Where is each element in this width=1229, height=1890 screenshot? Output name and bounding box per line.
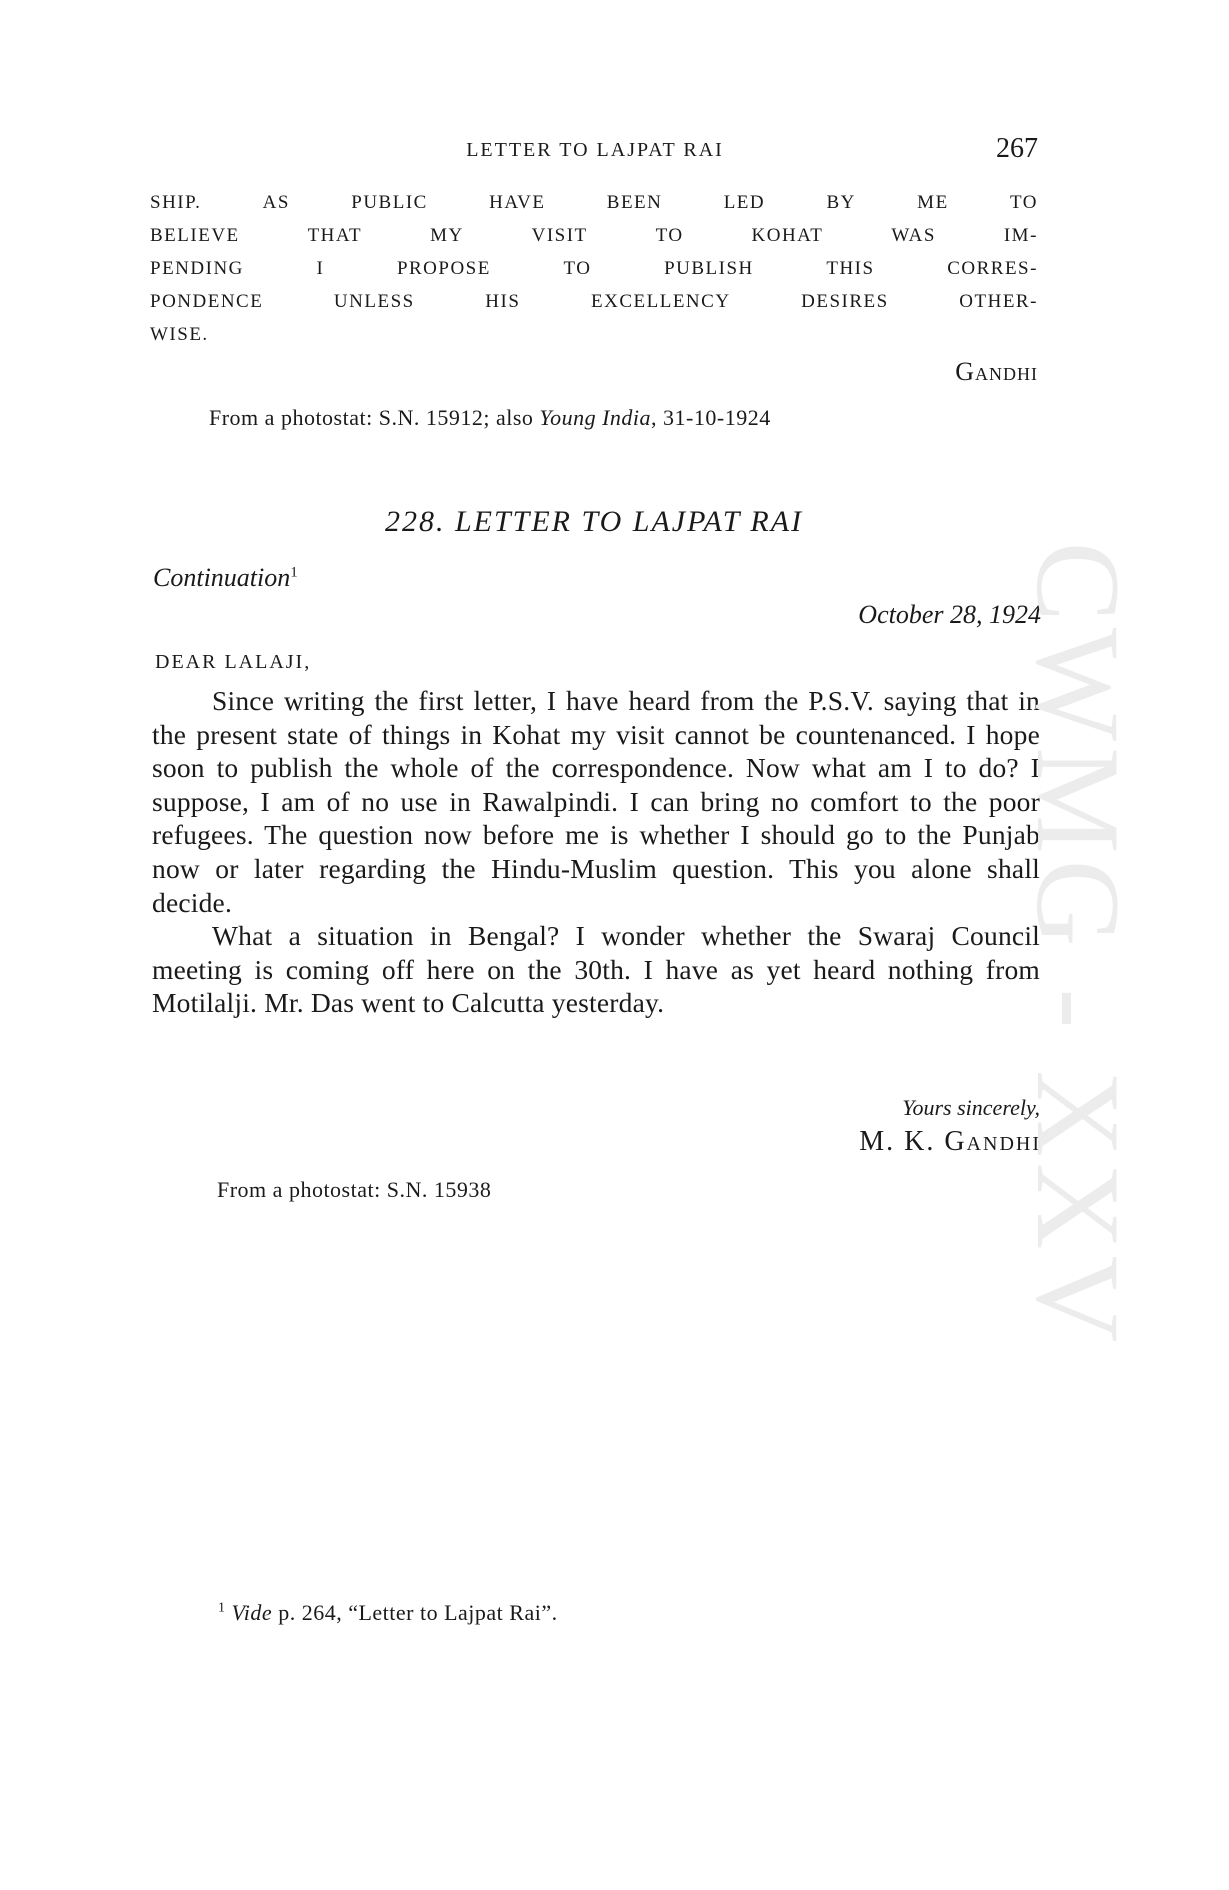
telegram-word: KOHAT <box>751 225 824 246</box>
letter-signature: M. K. Gandhi <box>859 1126 1041 1157</box>
continuation-text: Continuation <box>153 563 291 592</box>
source-citation-1 <box>209 405 771 431</box>
telegram-word: BY <box>826 192 856 213</box>
telegram-word: TO <box>655 225 684 246</box>
telegram-word: DESIRES <box>801 291 889 312</box>
telegram-word: BEEN <box>606 192 663 213</box>
footnote-text: p. 264, “Letter to Lajpat Rai”. <box>278 1600 558 1625</box>
telegram-word: EXCELLENCY <box>591 291 731 312</box>
watermark-text: CWMG - XXV <box>1012 541 1145 1349</box>
letter-heading: 228. LETTER TO LAJPAT RAI <box>384 505 804 538</box>
telegram-word: TO <box>563 258 592 279</box>
telegram-signature: Gandhi <box>955 357 1038 386</box>
running-head <box>150 133 1040 173</box>
telegram-word: WAS <box>891 225 936 246</box>
letter-date: October 28, 1924 <box>858 600 1041 629</box>
closing: Yours sincerely, <box>902 1095 1040 1120</box>
telegram-word: OTHER- <box>959 291 1038 312</box>
telegram-word: SHIP. <box>150 192 202 213</box>
telegram-word: THAT <box>307 225 363 246</box>
footnote-ref: 1 <box>290 564 298 581</box>
telegram-line <box>150 318 1038 351</box>
telegram-word: PUBLISH <box>664 258 754 279</box>
telegram-word: HIS <box>485 291 521 312</box>
source-1-prefix: From a photostat: S.N. 15912; also <box>209 405 534 430</box>
salutation: DEAR LALAJI, <box>155 651 312 673</box>
telegram-word: WISE. <box>150 324 209 345</box>
source-citation-2: From a photostat: S.N. 15938 <box>217 1177 492 1202</box>
telegram-word: MY <box>430 225 464 246</box>
footnote-marker: 1 <box>218 1600 226 1616</box>
body-paragraph: What a situation in Bengal? I wonder whether the Swaraj Council meeting is coming off here on the 30th. I have as yet heard nothing from Motilalji. Mr. Das went to Calcutta yesterday. <box>152 920 1040 1019</box>
source-1-journal: Young India <box>539 405 652 430</box>
telegram-word: VISIT <box>531 225 588 246</box>
footnote-vide: Vide <box>231 1600 273 1625</box>
telegram-word: BELIEVE <box>150 225 240 246</box>
telegram-word: TO <box>1009 192 1038 213</box>
footnote <box>218 1600 558 1626</box>
telegram-word: I <box>316 258 325 279</box>
telegram-word: CORRES- <box>947 258 1038 279</box>
telegram-word: AS <box>262 192 290 213</box>
letter-body <box>152 684 1040 1020</box>
body-paragraph: Since writing the first letter, I have heard from the P.S.V. saying that in the present state of things in Kohat my visit cannot be countenanced. I hope soon to publish the whole of the correspondence. Now what am I to do? I suppose, I am of no use in Rawalpindi. I can bring no comfort to the poor refugees. The question now before me is whether I should go to the Punjab now or later regarding the Hindu-Muslim question. This you alone shall decide. <box>152 685 1040 918</box>
telegram-word: LED <box>723 192 766 213</box>
telegram-word: PENDING <box>150 258 244 279</box>
watermark <box>1003 470 1153 1420</box>
telegram-word: IM- <box>1003 225 1038 246</box>
telegram-text <box>150 186 1038 351</box>
continuation-label <box>153 563 298 593</box>
page-number: 267 <box>996 133 1038 164</box>
telegram-word: PONDENCE <box>150 291 264 312</box>
telegram-word: HAVE <box>489 192 546 213</box>
telegram-line <box>150 252 1038 285</box>
telegram-line <box>150 186 1038 219</box>
telegram-word: THIS <box>826 258 875 279</box>
telegram-line <box>150 219 1038 252</box>
telegram-line <box>150 285 1038 318</box>
source-1-date: , 31-10-1924 <box>651 405 771 430</box>
running-title: LETTER TO LAJPAT RAI <box>466 139 724 161</box>
telegram-word: PUBLIC <box>351 192 428 213</box>
telegram-word: PROPOSE <box>396 258 491 279</box>
telegram-word: UNLESS <box>333 291 415 312</box>
telegram-word: ME <box>917 192 949 213</box>
